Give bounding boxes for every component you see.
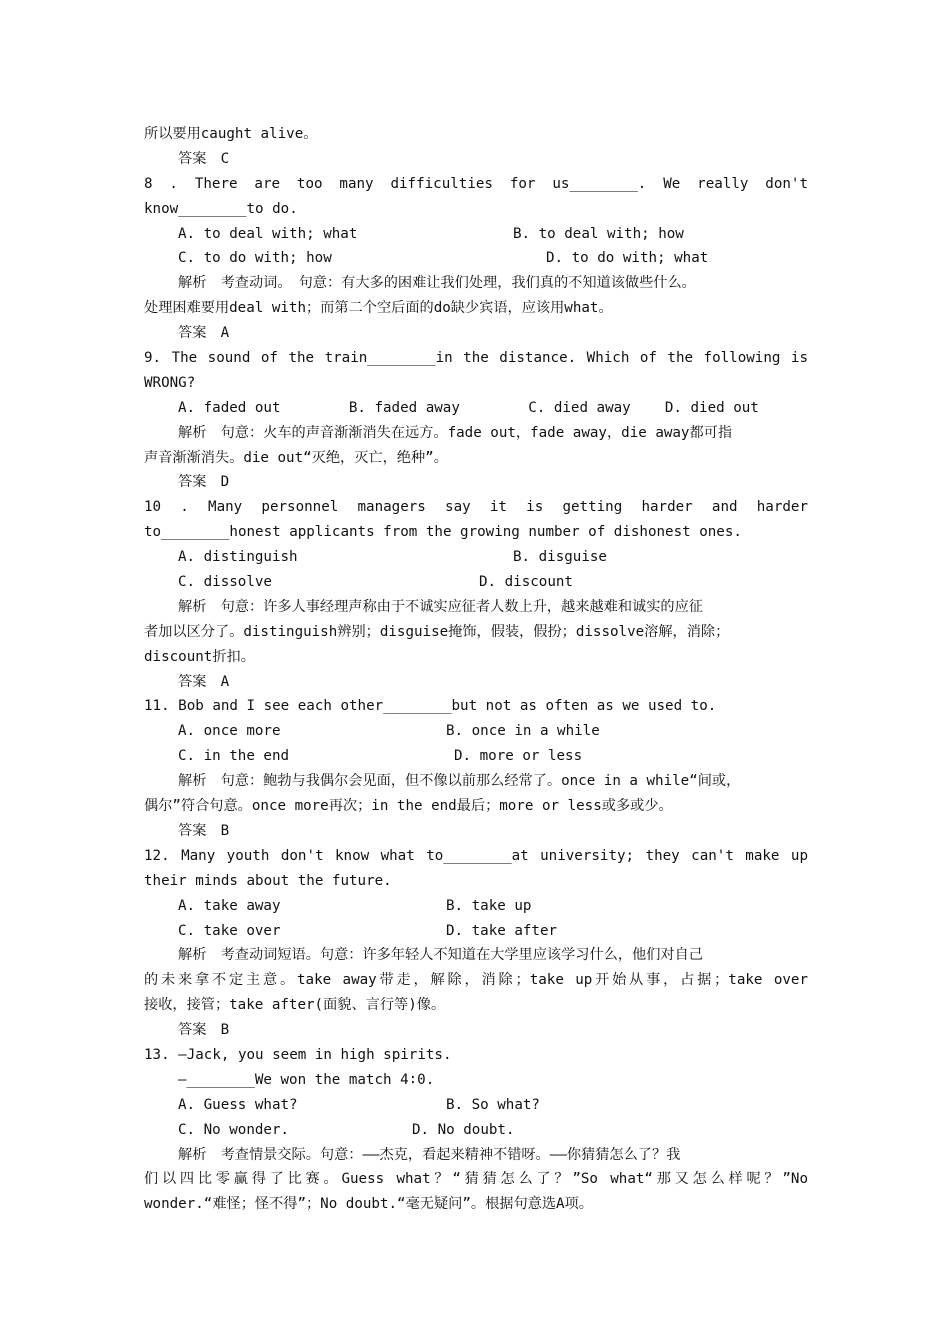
question-8-options-ab	[144, 222, 808, 247]
option-c: C. take over	[178, 922, 281, 939]
question-12-stem: 12. Many youth don't know what to________at university; they can't make up	[144, 847, 808, 864]
option-c: C. to do with; how	[178, 250, 332, 267]
question-10-explanation-cont: 者加以区分了。distinguish辨别；disguise掩饰，假装，假扮；dissolve溶解，消除；	[144, 623, 730, 640]
question-12-options-ab	[144, 894, 808, 919]
option-a: A. once more	[178, 723, 281, 740]
question-9-explanation: 解析 句意：火车的声音渐渐消失在远方。fade out，fade away，die away都可指	[178, 424, 733, 441]
question-9-answer: 答案 D	[178, 474, 230, 491]
option-b: B. So what?	[446, 1096, 540, 1113]
question-8-stem: 8 . There are too many difficulties for us________. We really don't	[144, 175, 808, 192]
option-c: C. in the end	[178, 748, 290, 765]
question-12-stem-cont: their minds about the future.	[144, 872, 392, 889]
question-13-options-ab	[144, 1093, 808, 1118]
question-9-explanation-cont: 声音渐渐消失。die out“灭绝，灭亡，绝种”。	[144, 449, 448, 466]
question-8-answer: 答案 A	[178, 325, 230, 342]
question-13-stem-cont: —________We won the match 4∶0.	[178, 1071, 435, 1088]
option-b: B. once in a while	[446, 723, 600, 740]
question-12-explanation: 解析 考查动词短语。句意：许多年轻人不知道在大学里应该学习什么，他们对自己	[178, 947, 703, 964]
question-12-answer: 答案 B	[178, 1022, 230, 1039]
question-10-stem: 10 . Many personnel managers say it is getting harder and harder	[144, 499, 808, 516]
question-9-stem-cont: WRONG?	[144, 374, 196, 391]
option-a: A. take away	[178, 897, 281, 914]
question-12-explanation-cont: 接收，接管；take after(面貌、言行等)像。	[144, 997, 446, 1014]
option-a: A. to deal with; what	[178, 225, 358, 242]
question-11-explanation-cont: 偶尔”符合句意。once more再次；in the end最后；more or less或多或少。	[144, 798, 673, 815]
option-d: D. No doubt.	[412, 1121, 515, 1138]
question-10-answer: 答案 A	[178, 673, 230, 690]
question-10-options-cd	[144, 570, 808, 595]
question-12-options-cd	[144, 919, 808, 944]
question-11-stem: 11. Bob and I see each other________but not as often as we used to.	[144, 698, 717, 715]
question-8-explanation-cont: 处理困难要用deal with；而第二个空后面的do缺少宾语，应该用what。	[144, 300, 613, 317]
question-8-stem-cont: know________to do.	[144, 200, 298, 217]
question-10-options-ab	[144, 545, 808, 570]
question-13-stem: 13. —Jack, you seem in high spirits.	[144, 1046, 452, 1063]
question-8-options-cd	[144, 246, 808, 271]
option-d: D. to do with; what	[546, 250, 709, 267]
option-c: C. No wonder.	[178, 1121, 290, 1138]
question-10-stem-cont: to________honest applicants from the growing number of dishonest ones.	[144, 524, 742, 541]
option-a: A. Guess what?	[178, 1096, 298, 1113]
option-d: D. more or less	[454, 748, 583, 765]
text-line: 所以要用caught alive。	[144, 126, 318, 142]
question-13-explanation: 解析 考查情景交际。句意：——杰克，看起来精神不错呀。——你猜猜怎么了？我	[178, 1146, 681, 1163]
question-11-options-cd	[144, 744, 808, 769]
option-b: B. take up	[446, 897, 532, 914]
question-13-options-cd	[144, 1118, 808, 1143]
document-page	[144, 122, 808, 1217]
question-13-explanation-cont: wonder.“难怪；怪不得”；No doubt.“毫无疑问”。根据句意选A项。	[144, 1196, 593, 1213]
question-9-options: A. faded out B. faded away C. died away D. died out	[178, 399, 759, 416]
question-12-explanation-cont: 的未来拿不定主意。take away带走，解除，消除；take up开始从事，占据；take over	[144, 972, 808, 989]
option-c: C. dissolve	[178, 574, 272, 591]
option-d: D. take after	[446, 922, 558, 939]
question-11-options-ab	[144, 719, 808, 744]
question-8-explanation: 解析 考查动词。 句意：有大多的困难让我们处理，我们真的不知道该做些什么。	[178, 275, 696, 292]
option-b: B. disguise	[513, 549, 607, 566]
option-d: D. discount	[479, 574, 573, 591]
option-b: B. to deal with; how	[513, 225, 684, 242]
option-a: A. distinguish	[178, 549, 298, 566]
question-13-explanation-cont: 们以四比零赢得了比赛。Guess what？“猜猜怎么了？”So what“那又怎么样呢？”No	[144, 1171, 808, 1188]
question-11-explanation: 解析 句意：鲍勃与我偶尔会见面，但不像以前那么经常了。once in a while“间或，	[178, 773, 741, 790]
question-10-explanation-cont: discount折扣。	[144, 648, 255, 665]
answer-line: 答案 C	[178, 150, 230, 167]
question-10-explanation: 解析 句意：许多人事经理声称由于不诚实应征者人数上升，越来越难和诚实的应征	[178, 598, 703, 615]
question-9-stem: 9. The sound of the train________in the distance. Which of the following is	[144, 350, 808, 367]
question-11-answer: 答案 B	[178, 822, 230, 839]
